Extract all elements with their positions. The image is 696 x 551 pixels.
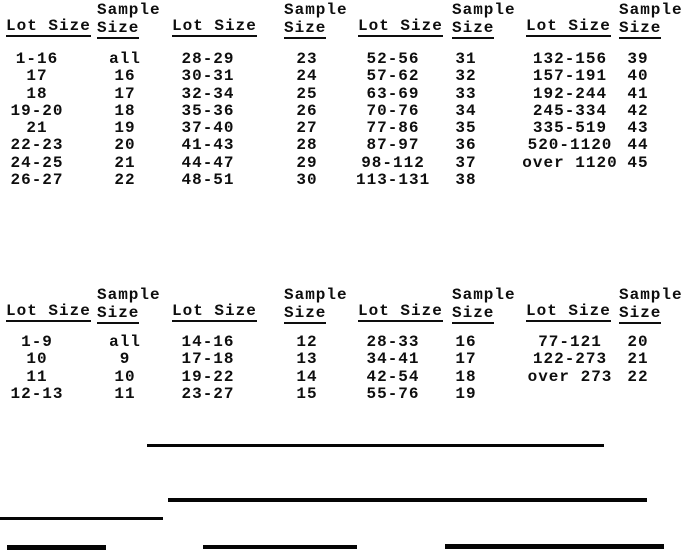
lot-size-cell: 19-20: [10, 101, 64, 120]
sample-header-word: Sample: [97, 1, 161, 19]
table-row: [2, 386, 164, 403]
sample-size-cell: 34: [455, 101, 477, 120]
size-header-word: Size: [452, 19, 495, 37]
lot-size-cell: 52-56: [366, 50, 420, 68]
column-group: [170, 285, 348, 410]
table-row: [520, 137, 696, 154]
lot-size-cell: 35-36: [181, 101, 235, 120]
horizontal-rule-1: [147, 444, 604, 447]
table-row: [170, 51, 336, 68]
sample-size-cell: 11: [114, 384, 136, 403]
lot-size-cell: 63-69: [366, 84, 420, 103]
size-header-word: Size: [452, 304, 495, 322]
sample-size-cell: 16: [455, 333, 477, 351]
lot-size-cell: 17: [26, 67, 48, 86]
sample-size-cell: 28: [296, 136, 318, 155]
sample-size-cell: 17: [114, 84, 136, 103]
sample-size-cell: 19: [114, 119, 136, 138]
lot-size-cell: 192-244: [532, 84, 608, 103]
sample-size-cell: 16: [114, 67, 136, 86]
lot-size-cell: 22-23: [10, 136, 64, 155]
lot-size-cell: 132-156: [532, 50, 608, 68]
lot-size-cell: 98-112: [361, 153, 425, 172]
size-header-word: Size: [97, 19, 140, 37]
sample-size-header: [97, 287, 161, 324]
table-row: [2, 103, 164, 120]
table-row: [170, 386, 336, 403]
table-row: [170, 86, 336, 103]
rows: [2, 51, 164, 189]
sample-header-word: Sample: [619, 286, 683, 304]
sample-size-cell: 37: [455, 153, 477, 172]
sample-size-cell: 30: [296, 171, 318, 190]
lot-size-cell: 87-97: [366, 136, 420, 155]
lot-size-cell: 57-62: [366, 67, 420, 86]
sample-size-header: [284, 287, 348, 324]
rows: [352, 334, 494, 403]
table-row: [2, 86, 164, 103]
table-row: [2, 334, 164, 351]
rows: [170, 51, 336, 189]
lot-size-cell: 520-1120: [527, 136, 613, 155]
lot-size-cell: 1-16: [15, 50, 59, 68]
lot-size-cell: 335-519: [532, 119, 608, 138]
table-row: [352, 86, 494, 103]
sample-size-cell: 10: [114, 367, 136, 386]
lot-size-cell: 48-51: [181, 171, 235, 190]
table-row: [520, 103, 696, 120]
lot-size-cell: 12-13: [10, 384, 64, 403]
lot-size-cell: 23-27: [181, 384, 235, 403]
sample-size-header: [452, 287, 516, 324]
table-row: [170, 351, 336, 368]
table-row: [2, 369, 164, 386]
table-row: [170, 155, 336, 172]
sample-size-header: [97, 2, 161, 39]
lot-size-cell: 41-43: [181, 136, 235, 155]
table-row: [520, 369, 696, 386]
table-row: [2, 120, 164, 137]
sample-size-cell: 23: [296, 50, 318, 68]
table-row: [170, 137, 336, 154]
sample-header-word: Sample: [97, 286, 161, 304]
lot-size-cell: 28-33: [366, 333, 420, 351]
sample-size-header: [619, 287, 683, 324]
horizontal-rule-2: [168, 498, 647, 502]
table-row: [352, 155, 494, 172]
sample-size-cell: 27: [296, 119, 318, 138]
sample-size-cell: 21: [627, 350, 649, 369]
sample-size-cell: 42: [627, 101, 649, 120]
table-row: [2, 68, 164, 85]
lot-size-cell: 10: [26, 350, 48, 369]
sample-header-word: Sample: [452, 1, 516, 19]
rows: [520, 334, 696, 386]
table-row: [170, 120, 336, 137]
sample-header-word: Sample: [284, 1, 348, 19]
sample-size-cell: 17: [455, 350, 477, 369]
table-row: [352, 369, 494, 386]
lot-size-cell: 30-31: [181, 67, 235, 86]
size-header-word: Size: [619, 304, 662, 322]
sample-size-cell: 21: [114, 153, 136, 172]
size-header-word: Size: [284, 304, 327, 322]
sample-size-cell: 33: [455, 84, 477, 103]
lot-size-header: Lot Size: [172, 302, 257, 320]
sample-size-cell: 9: [119, 350, 131, 369]
sample-size-cell: 44: [627, 136, 649, 155]
size-header-word: Size: [284, 19, 327, 37]
sample-size-header: [284, 2, 348, 39]
table-row: [352, 351, 494, 368]
rows: [520, 51, 696, 172]
sample-size-cell: 40: [627, 67, 649, 86]
lot-size-cell: 21: [26, 119, 48, 138]
sample-size-cell: 35: [455, 119, 477, 138]
lot-size-cell: over 1120: [522, 153, 618, 172]
lot-size-cell: over 273: [527, 367, 613, 386]
lot-size-cell: 11: [26, 367, 48, 386]
table-row: [352, 120, 494, 137]
lot-size-cell: 44-47: [181, 153, 235, 172]
table-row: [520, 120, 696, 137]
sample-size-cell: 19: [455, 384, 477, 403]
column-group: [2, 285, 164, 410]
table-row: [520, 351, 696, 368]
lot-size-cell: 34-41: [366, 350, 420, 369]
table-row: [2, 351, 164, 368]
lot-size-header: Lot Size: [172, 17, 257, 35]
table-row: [170, 172, 336, 189]
table-row: [2, 51, 164, 68]
sample-size-cell: 20: [114, 136, 136, 155]
table-row: [520, 334, 696, 351]
table-row: [352, 68, 494, 85]
lot-size-cell: 26-27: [10, 171, 64, 190]
lot-size-header: Lot Size: [6, 17, 91, 35]
horizontal-rule-5: [203, 545, 357, 549]
rows: [352, 51, 494, 189]
lot-size-cell: 42-54: [366, 367, 420, 386]
table-row: [520, 68, 696, 85]
sample-size-cell: 26: [296, 101, 318, 120]
lot-size-header: Lot Size: [526, 302, 611, 320]
rows: [170, 334, 336, 403]
lot-size-cell: 37-40: [181, 119, 235, 138]
size-header-word: Size: [97, 304, 140, 322]
sampling-table-lower: [0, 285, 696, 410]
lot-size-cell: 113-131: [356, 171, 431, 190]
sample-size-cell: 39: [627, 50, 649, 68]
sample-size-cell: 22: [114, 171, 136, 190]
column-group: [520, 285, 696, 410]
horizontal-rule-6: [445, 544, 664, 549]
lot-size-cell: 24-25: [10, 153, 64, 172]
sample-size-cell: 24: [296, 67, 318, 86]
sample-header-word: Sample: [284, 286, 348, 304]
sample-size-cell: 41: [627, 84, 649, 103]
lot-size-cell: 77-121: [538, 333, 602, 351]
table-row: [352, 386, 494, 403]
sample-size-cell: 14: [296, 367, 318, 386]
table-row: [170, 103, 336, 120]
lot-size-header: Lot Size: [526, 17, 611, 35]
table-row: [352, 137, 494, 154]
sample-size-header: [452, 2, 516, 39]
lot-size-cell: 14-16: [181, 333, 235, 351]
size-header-word: Size: [619, 19, 662, 37]
sample-header-word: Sample: [619, 1, 683, 19]
table-row: [520, 51, 696, 68]
lot-size-cell: 77-86: [366, 119, 420, 138]
column-group: [170, 0, 348, 200]
lot-size-cell: 28-29: [181, 50, 235, 68]
sample-size-cell: 22: [627, 367, 649, 386]
sample-size-cell: 13: [296, 350, 318, 369]
table-row: [352, 334, 494, 351]
table-row: [352, 172, 494, 189]
sample-size-cell: 45: [627, 153, 649, 172]
table-row: [170, 334, 336, 351]
table-row: [2, 155, 164, 172]
column-group: [352, 0, 516, 200]
table-row: [520, 86, 696, 103]
lot-size-cell: 122-273: [532, 350, 608, 369]
sample-size-cell: 32: [455, 67, 477, 86]
lot-size-cell: 55-76: [366, 384, 420, 403]
sample-size-cell: 12: [296, 333, 318, 351]
lot-size-cell: 17-18: [181, 350, 235, 369]
horizontal-rule-3: [0, 517, 163, 520]
table-row: [170, 369, 336, 386]
table-row: [520, 155, 696, 172]
sample-size-cell: 29: [296, 153, 318, 172]
lot-size-cell: 157-191: [532, 67, 608, 86]
sample-header-word: Sample: [452, 286, 516, 304]
rows: [2, 334, 164, 403]
sampling-table-upper: [0, 0, 696, 200]
sample-size-cell: 38: [455, 171, 477, 190]
column-group: [520, 0, 696, 200]
table-row: [2, 137, 164, 154]
sample-size-cell: 20: [627, 333, 649, 351]
table-row: [2, 172, 164, 189]
lot-size-header: Lot Size: [6, 302, 91, 320]
table-row: [352, 51, 494, 68]
sample-size-cell: all: [109, 333, 141, 351]
sample-size-cell: 18: [455, 367, 477, 386]
lot-size-cell: 1-9: [21, 333, 53, 351]
table-row: [352, 103, 494, 120]
sample-size-cell: 15: [296, 384, 318, 403]
horizontal-rule-4: [7, 545, 106, 550]
lot-size-cell: 32-34: [181, 84, 235, 103]
sample-size-cell: 43: [627, 119, 649, 138]
column-group: [2, 0, 164, 200]
sample-size-cell: all: [109, 50, 141, 68]
lot-size-cell: 70-76: [366, 101, 420, 120]
sample-size-cell: 36: [455, 136, 477, 155]
sample-size-cell: 31: [455, 50, 477, 68]
column-group: [352, 285, 516, 410]
lot-size-header: Lot Size: [358, 302, 443, 320]
lot-size-cell: 18: [26, 84, 48, 103]
lot-size-cell: 19-22: [181, 367, 235, 386]
table-row: [170, 68, 336, 85]
lot-size-cell: 245-334: [532, 101, 608, 120]
lot-size-header: Lot Size: [358, 17, 443, 35]
sample-size-cell: 18: [114, 101, 136, 120]
sample-size-header: [619, 2, 683, 39]
sample-size-cell: 25: [296, 84, 318, 103]
